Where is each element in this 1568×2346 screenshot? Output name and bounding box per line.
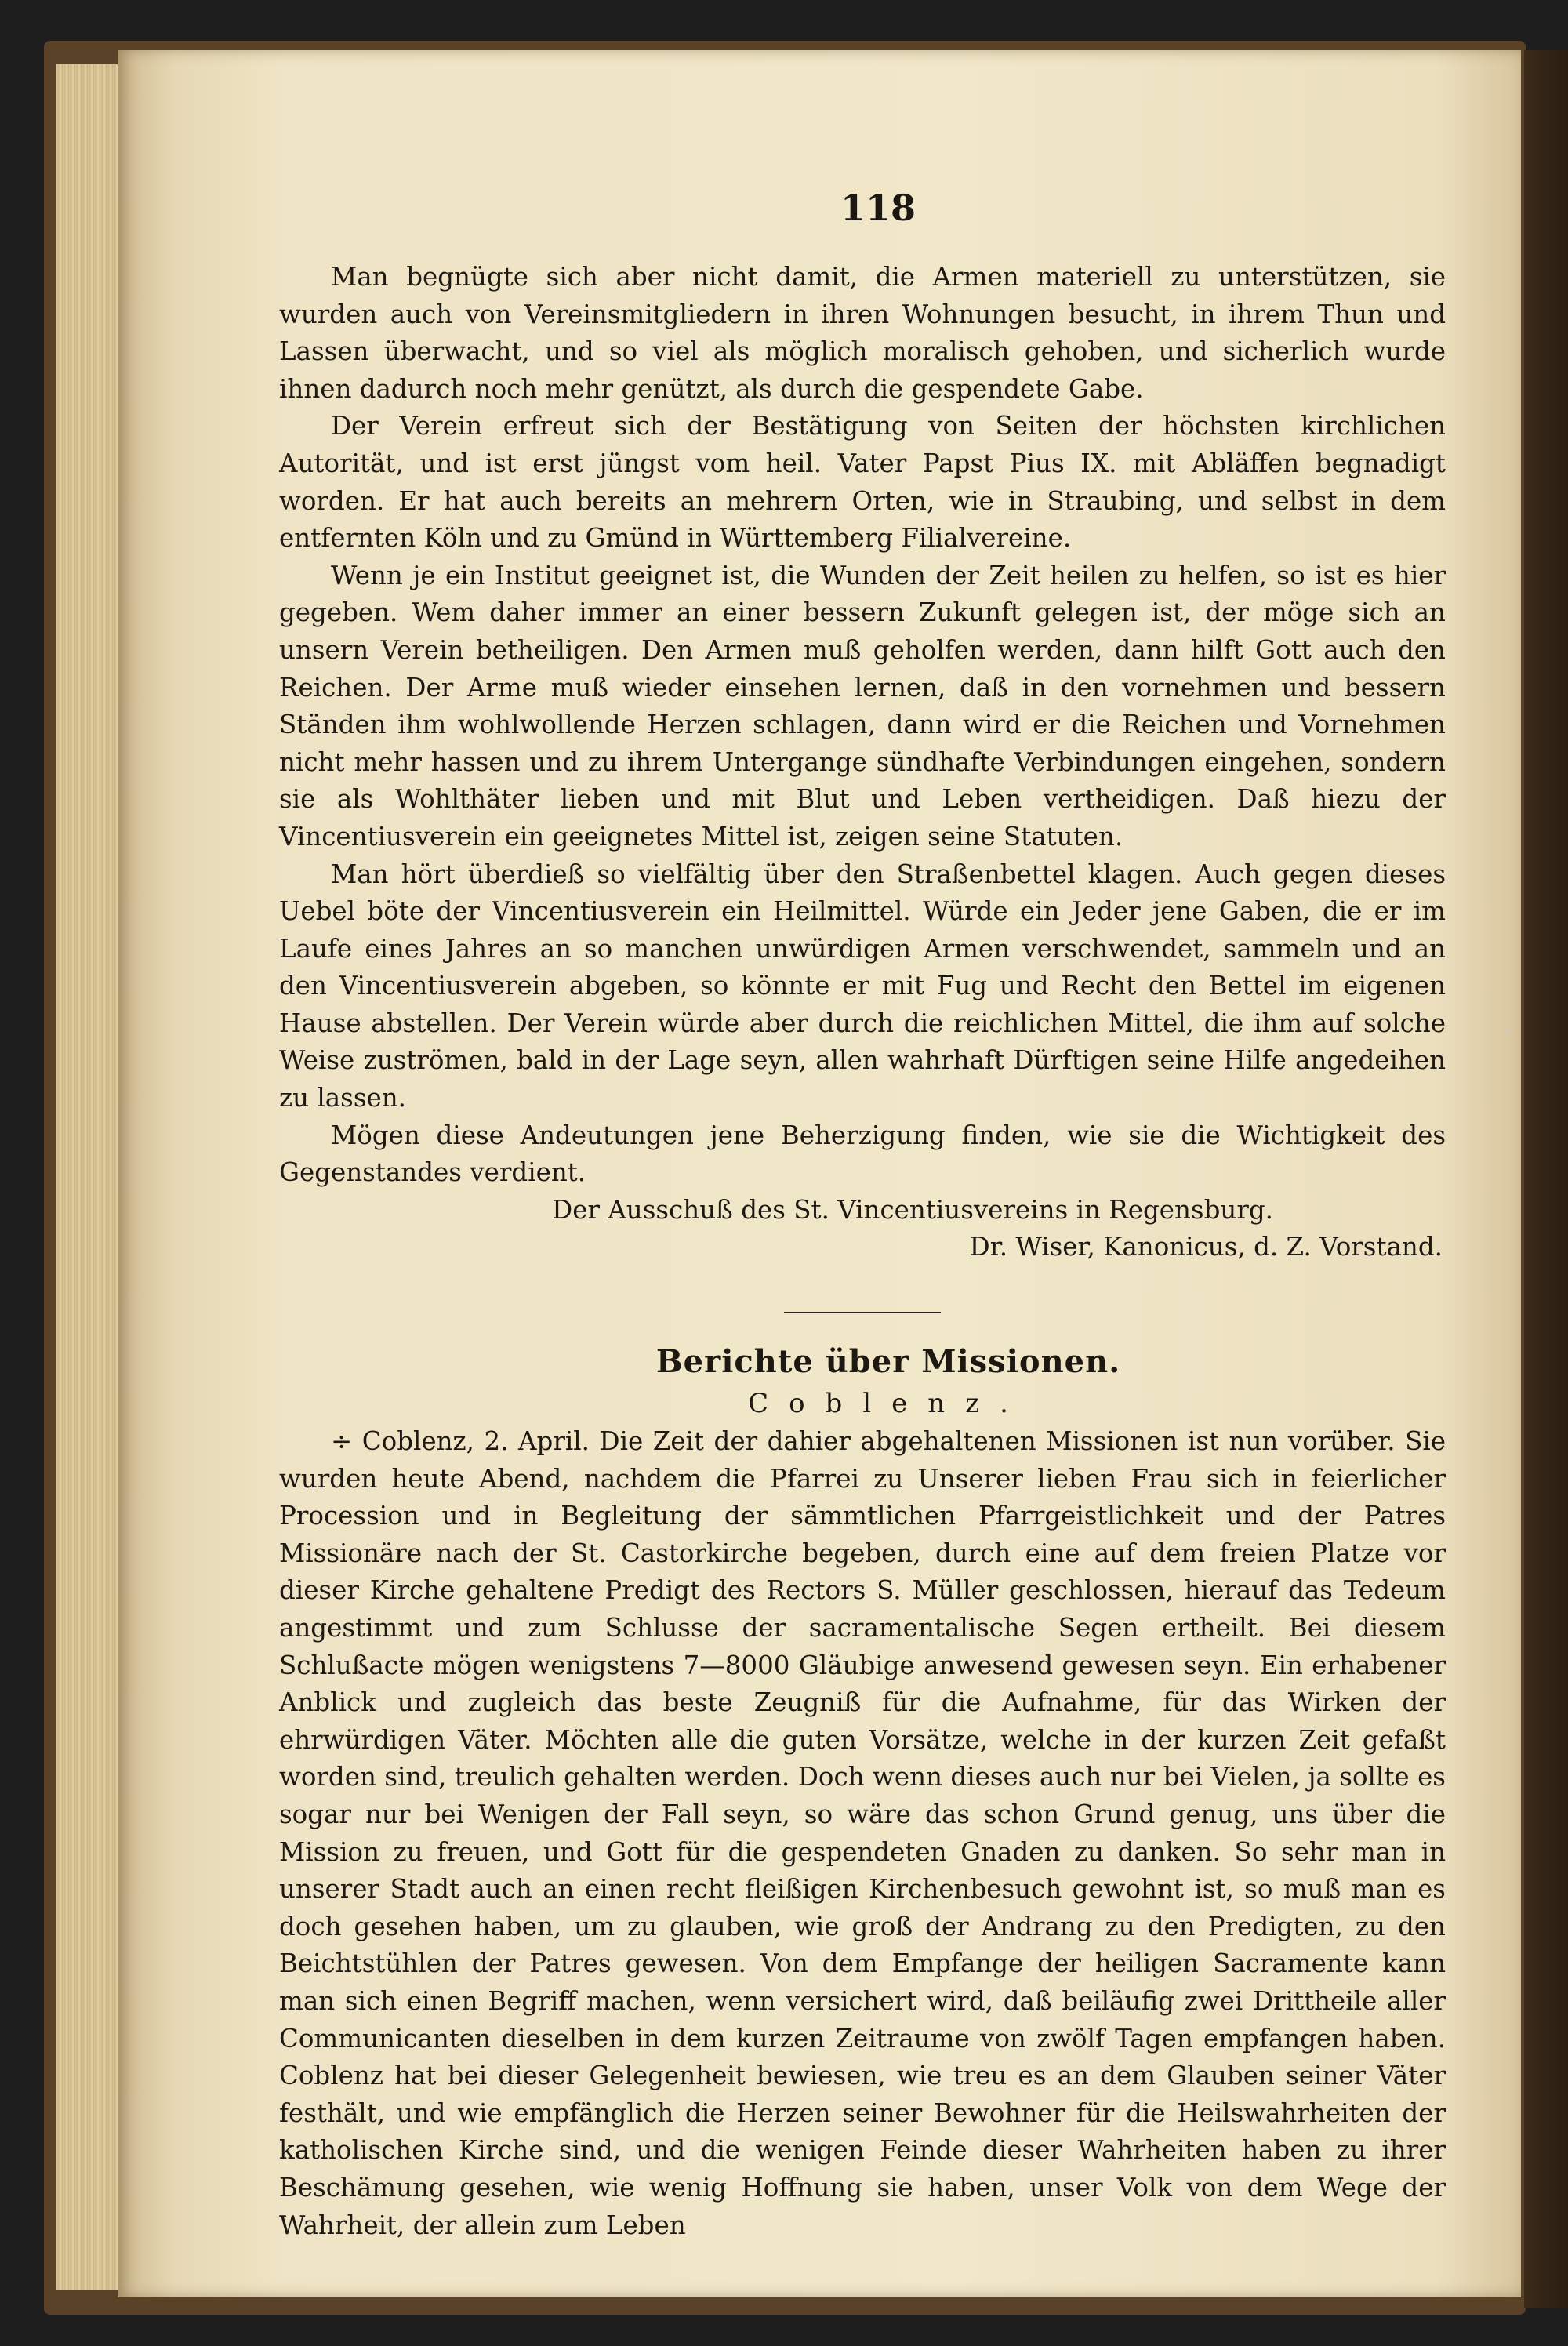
page-body	[279, 259, 1446, 2244]
section-divider	[784, 1312, 941, 1313]
page-number: 118	[840, 187, 916, 229]
section-place: Coblenz.	[748, 1388, 1029, 1420]
paragraph: Mögen diese Andeutungen jene Beherzigung finden, wie sie die Wichtigkeit des Gegenstandes verdient.	[279, 1120, 1446, 1188]
page-edges	[56, 64, 121, 2290]
margin-arrow-icon: ›	[1504, 1021, 1512, 1043]
facing-page-edge	[1524, 50, 1568, 2308]
report-lead: ÷ Coblenz, 2. April.	[331, 1426, 590, 1457]
signature-chairman: Dr. Wiser, Kanonicus, d. Z. Vorstand.	[969, 1232, 1443, 1262]
signature-committee: Der Ausschuß des St. Vincentiusvereins in Regensburg.	[552, 1194, 1273, 1225]
paragraph: Man hört überdieß so vielfältig über den Straßenbettel klagen. Auch gegen dieses Uebel böte der Vincentiusverein ein Heilmittel. Würde ein Jeder jene Gaben, die er im Laufe eines Jahres an so manchen unwürdigen Armen verschwendet, sammeln und an den Vincentiusverein abgeben, so könnte er mit Fug und Recht den Bettel im eigenen Hause abstellen. Der Verein würde aber durch die reichlichen Mittel, die ihm auf solche Weise zuströmen, bald in der Lage seyn, allen wahrhaft Dürftigen seine Hilfe angedeihen zu lassen.	[279, 859, 1446, 1113]
report-paragraph	[279, 1423, 1446, 2244]
report-text: Die Zeit der dahier abgehaltenen Missionen ist nun vorüber. Sie wurden heute Abend, nachdem die Pfarrei zu Unserer lieben Frau sich in feierlicher Procession und in Begleitung der sämmtlichen Pfarrgeistlichkeit und der Patres Missionäre nach der St. Castorkirche begeben, durch eine auf dem freien Platze vor dieser Kirche gehaltene Predigt des Rectors S. Müller geschlossen, hierauf das Tedeum angestimmt und zum Schlusse der sacramentalische Segen ertheilt. Bei diesem Schlußacte mögen wenigstens 7—8000 Gläubige anwesend gewesen seyn. Ein erhabener Anblick und zugleich das beste Zeugniß für die Aufnahme, für das Wirken der ehrwürdigen Väter. Möchten alle die guten Vorsätze, welche in der kurzen Zeit gefaßt worden sind, treulich gehalten werden. Doch wenn dieses auch nur bei Vielen, ja sollte es sogar nur bei Wenigen der Fall seyn, so wäre das schon Grund genug, uns über die Mission zu freuen, und Gott für die gespendeten Gnaden zu danken. So sehr man in unserer Stadt auch an einen recht fleißigen Kirchenbesuch gewohnt ist, so muß man es doch gesehen haben, um zu glauben, wie groß der Andrang zu den Predigten, zu den Beichtstühlen der Patres gewesen. Von dem Empfange der heiligen Sacramente kann man sich einen Begriff machen, wenn versichert wird, daß beiläufig zwei Drittheile aller Communicanten dieselben in dem kurzen Zeitraume von zwölf Tagen empfangen haben. Coblenz hat bei dieser Gelegenheit bewiesen, wie treu es an dem Glauben seiner Väter festhält, und wie empfänglich die Herzen seiner Bewohner für die Heilswahrheiten der katholischen Kirche sind, und die wenigen Feinde dieser Wahrheiten haben zu ihrer Beschämung gesehen, wie wenig Hoffnung sie haben, unser Volk von dem Wege der Wahrheit, der allein zum Leben	[279, 1426, 1446, 2240]
section-title: Berichte über Missionen.	[655, 1343, 1121, 1381]
paragraph: Wenn je ein Institut geeignet ist, die Wunden der Zeit heilen zu helfen, so ist es hier gegeben. Wem daher immer an einer bessern Zukunft gelegen ist, der möge sich an unsern Verein betheiligen. Den Armen muß geholfen werden, dann hilft Gott auch den Reichen. Der Arme muß wieder einsehen lernen, daß in den vornehmen und bessern Ständen ihm wohlwollende Herzen schlagen, dann wird er die Reichen und Vornehmen nicht mehr hassen und zu ihrem Untergange sündhafte Verbindungen eingehen, sondern sie als Wohlthäter lieben und mit Blut und Leben vertheidigen. Daß hiezu der Vincentiusverein ein geeignetes Mittel ist, zeigen seine Statuten.	[279, 560, 1446, 852]
paragraph: Der Verein erfreut sich der Bestätigung von Seiten der höchsten kirchlichen Autorität, und ist erst jüngst vom heil. Vater Papst Pius IX. mit Abläffen begnadigt worden. Er hat auch bereits an mehrern Orten, wie in Straubing, und selbst in dem entfernten Köln und zu Gmünd in Württemberg Filialvereine.	[279, 411, 1446, 554]
paragraph: Man begnügte sich aber nicht damit, die Armen materiell zu unterstützen, sie wurden auch von Vereinsmitgliedern in ihren Wohnungen besucht, in ihrem Thun und Lassen überwacht, und so viel als möglich moralisch gehoben, und sicherlich wurde ihnen dadurch noch mehr genützt, als durch die gespendete Gabe.	[279, 262, 1446, 404]
